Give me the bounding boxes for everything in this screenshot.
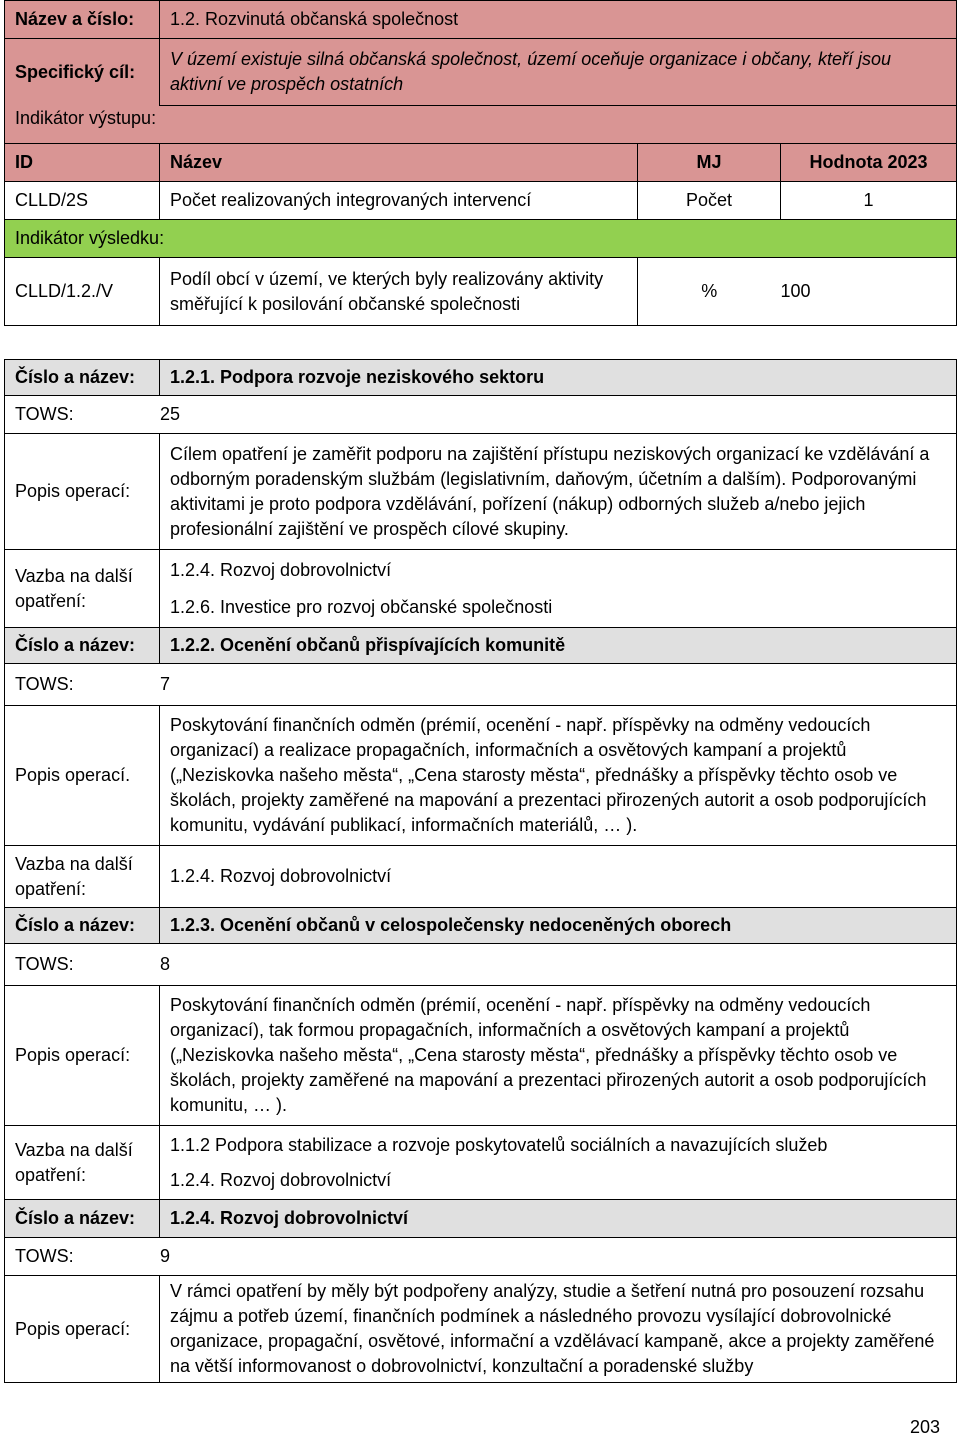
measures-table xyxy=(4,359,957,1383)
link-item: 1.2.4. Rozvoj dobrovolnictví xyxy=(170,559,392,580)
links-label: Vazba na další opatření: xyxy=(5,846,160,908)
tows-label: TOWS: xyxy=(15,404,74,424)
name-label: Název a číslo: xyxy=(5,1,160,39)
links-label: Vazba na další opatření: xyxy=(5,1126,160,1200)
desc-label: Popis operací. xyxy=(5,706,160,846)
tows-row xyxy=(5,396,957,434)
measure-number-label: Číslo a název: xyxy=(5,360,160,396)
result-mj: % xyxy=(638,258,781,326)
desc-text: Poskytování finančních odměn (prémií, ocenění - např. příspěvky na odměny vedoucích organizací), tak formou propagačních, informačních a osvětových kampaní a projektů („Neziskovka našeho města“, „Cena starosty města“, přednášky a příspěvky těchto osob ve školách, projekty zaměřené na mapování a prezentaci přirozených autorit a osob podporujících komunitu, … ). xyxy=(160,986,957,1126)
tows-label: TOWS: xyxy=(15,1246,74,1266)
goal-label: Specifický cíl: xyxy=(5,39,160,106)
output-value: 1 xyxy=(781,182,957,220)
tows-value: 25 xyxy=(160,404,181,424)
result-name: Podíl obcí v území, ve kterých byly realizovány aktivity směřující k posilování občanské společnosti xyxy=(160,258,638,326)
measure-title: 1.2.2. Ocenění občanů přispívajících komunitě xyxy=(160,628,957,664)
links-cell xyxy=(160,1126,957,1200)
link-item: 1.2.4. Rozvoj dobrovolnictví xyxy=(170,1169,392,1190)
result-value: 100 xyxy=(781,258,957,326)
name-value: 1.2. Rozvinutá občanská společnost xyxy=(160,1,957,39)
tows-value: 8 xyxy=(160,954,171,974)
indicator-table xyxy=(4,0,957,326)
links-label: Vazba na další opatření: xyxy=(5,550,160,628)
desc-label: Popis operací: xyxy=(5,986,160,1126)
header-name: Název xyxy=(160,144,638,182)
link-item: 1.2.4. Rozvoj dobrovolnictví xyxy=(170,866,392,886)
link-item: 1.2.6. Investice pro rozvoj občanské společnosti xyxy=(170,596,553,617)
tows-row xyxy=(5,944,957,986)
measure-number-label: Číslo a název: xyxy=(5,628,160,664)
output-name: Počet realizovaných integrovaných intervencí xyxy=(160,182,638,220)
header-mj: MJ xyxy=(638,144,781,182)
measure-title: 1.2.3. Ocenění občanů v celospolečensky nedoceněných oborech xyxy=(160,908,957,944)
measure-number-label: Číslo a název: xyxy=(5,1200,160,1238)
header-id: ID xyxy=(5,144,160,182)
tows-label: TOWS: xyxy=(15,674,74,694)
tows-value: 7 xyxy=(160,674,171,694)
result-indicator-label: Indikátor výsledku: xyxy=(5,220,957,258)
link-item: 1.1.2 Podpora stabilizace a rozvoje poskytovatelů sociálních a navazujících služeb xyxy=(170,1134,828,1155)
desc-label: Popis operací: xyxy=(5,1276,160,1383)
page-number: 203 xyxy=(909,1417,940,1437)
measure-number-label: Číslo a název: xyxy=(5,908,160,944)
links-cell xyxy=(160,550,957,628)
tows-label: TOWS: xyxy=(15,954,74,974)
links-cell xyxy=(160,846,957,908)
desc-text: V rámci opatření by měly být podpořeny analýzy, studie a šetření nutná pro posouzení rozsahu zájmu a potřeb území, finančních podmínek a následného provozu vysílající dobrovolnické organizace, propagační, osvětové, informační a vzdělávací kampaně, akce a projekty zaměřené na větší informovanost o dobrovolnictví, konzultační a poradenské služby xyxy=(160,1276,957,1383)
desc-text: Poskytování finančních odměn (prémií, ocenění - např. příspěvky na odměny vedoucích organizací) a realizace propagačních, informačních a osvětových kampaní a projektů („Neziskovka našeho města“, „Cena starosty města“, přednášky a příspěvky těchto osob ve školách, projekty zaměřené na mapování a prezentaci přirozených autorit a osob podporujících komunitu, vydávání publikací, informačních materiálů, … ). xyxy=(160,706,957,846)
tows-value: 9 xyxy=(160,1246,171,1266)
desc-label: Popis operací: xyxy=(5,434,160,550)
tows-row xyxy=(5,1238,957,1276)
output-id: CLLD/2S xyxy=(5,182,160,220)
tows-row xyxy=(5,664,957,706)
goal-value: V území existuje silná občanská společnost, území oceňuje organizace i občany, kteří jsou aktivní ve prospěch ostatních xyxy=(160,39,957,106)
output-indicator-label: Indikátor výstupu: xyxy=(5,106,957,144)
output-mj: Počet xyxy=(638,182,781,220)
result-id: CLLD/1.2./V xyxy=(5,258,160,326)
header-value: Hodnota 2023 xyxy=(781,144,957,182)
measure-title: 1.2.4. Rozvoj dobrovolnictví xyxy=(160,1200,957,1238)
desc-text: Cílem opatření je zaměřit podporu na zajištění přístupu neziskových organizací ke vzdělávání a odborným poradenským službám (legislativním, daňovým, účetním a dalším). Podporovanými aktivitami je proto podpora vzdělávání, pořízení (nákup) odborných služeb a/nebo jejich profesionální zajištění ve prospěch cílové skupiny. xyxy=(160,434,957,550)
measure-title: 1.2.1. Podpora rozvoje neziskového sektoru xyxy=(160,360,957,396)
